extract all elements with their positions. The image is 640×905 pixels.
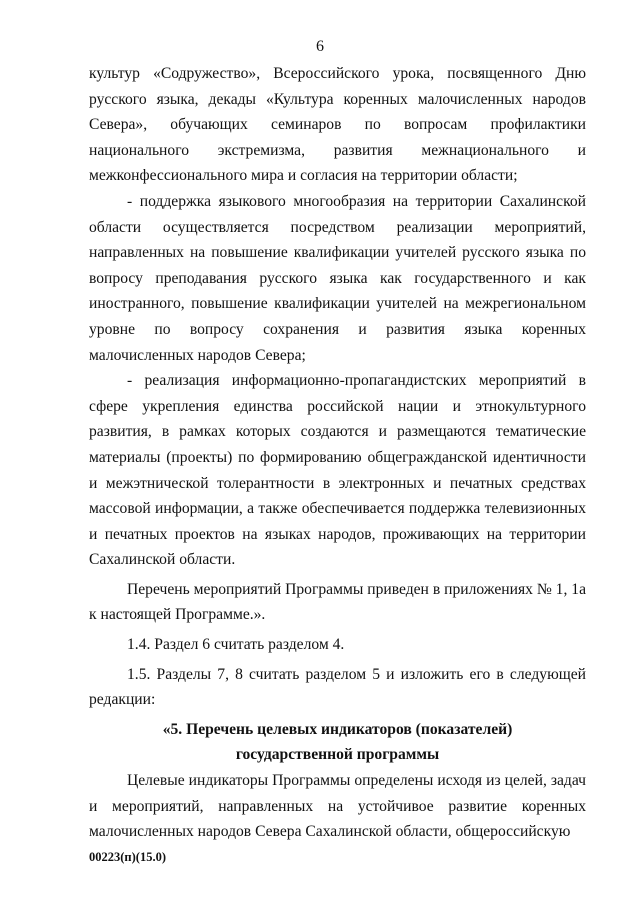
document-body: [89, 61, 586, 845]
paragraph-information-measures: - реализация информационно-пропагандистских мероприятий в сфере укрепления единства российской нации и этнокультурного развития, в рамках которых создаются и размещаются тематические материалы (проекты) по формированию общегражданской идентичности и межэтнической толерантности в электронных и печатных средствах массовой информации, а также обеспечивается поддержка телевизионных и печатных проектов на языках народов, проживающих на территории Сахалинской области.: [89, 372, 586, 569]
section-heading-line-1: «5. Перечень целевых индикаторов (показателей): [162, 720, 513, 738]
paragraph-item-1-4: 1.4. Раздел 6 считать разделом 4.: [127, 636, 345, 654]
paragraph-language-diversity: - поддержка языкового многообразия на территории Сахалинской области осуществляется посредством реализации мероприятий, направленных на повышение квалификации учителей русского языка по вопросу преподавания русского языка как государственного и как иностранного, повышение квалификации учителей на межрегиональном уровне по вопросу сохранения и развития языка коренных малочисленных народов Севера;: [89, 192, 586, 364]
paragraph-continuation: культур «Содружество», Всероссийского урока, посвященного Дню русского языка, декады «Культура коренных малочисленных народов Севера», обучающих семинаров по вопросам профилактики национального экстремизма, развития межнационального и межконфессионального мира и согласия на территории области;: [89, 65, 586, 185]
document-code: 00223(п)(15.0): [89, 850, 166, 864]
paragraph-program-measures-list: Перечень мероприятий Программы приведен в приложениях № 1, 1а к настоящей Программе.».: [89, 580, 586, 624]
page-number: 6: [316, 38, 324, 55]
section-heading-line-2: государственной программы: [235, 746, 440, 764]
paragraph-item-1-5: 1.5. Разделы 7, 8 считать разделом 5 и изложить его в следующей редакции:: [89, 665, 586, 709]
paragraph-target-indicators: Целевые индикаторы Программы определены исходя из целей, задач и мероприятий, направленных на устойчивое развитие коренных малочисленных народов Севера Сахалинской области, общероссийскую: [89, 772, 586, 841]
